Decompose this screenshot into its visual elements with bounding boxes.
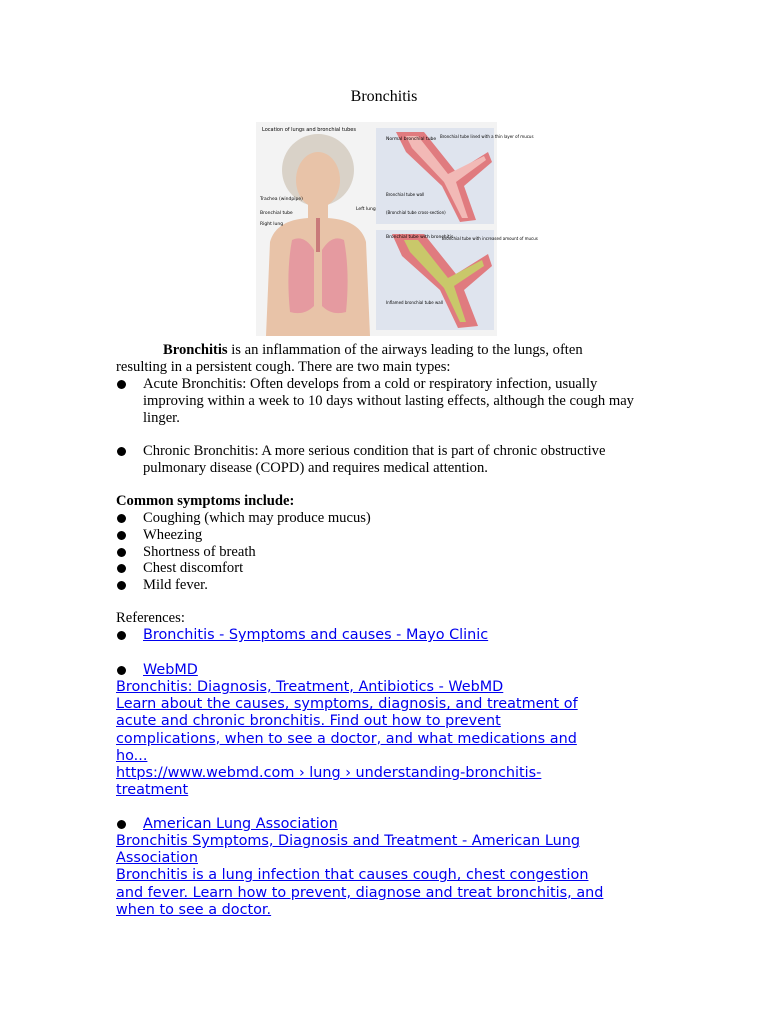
document-title: Bronchitis (350, 88, 418, 105)
symptom-text: Mild fever. (143, 577, 208, 593)
bronchitis-tube-panel (376, 230, 494, 330)
bullet-icon (117, 447, 126, 456)
bullet-icon (117, 820, 126, 829)
cross-section-label: (Bronchial tube cross-section) (386, 210, 446, 215)
symptom-list-item (116, 544, 646, 561)
bullet-icon (117, 631, 126, 640)
webmd-url-link[interactable]: treatment (116, 782, 189, 799)
reference-item-mayo (116, 627, 646, 644)
tube-wall-label: Bronchial tube wall (386, 192, 425, 197)
bullet-icon (117, 564, 126, 573)
bullet-icon (117, 531, 126, 540)
mayo-clinic-link[interactable]: Bronchitis - Symptoms and causes - Mayo Clinic (143, 627, 489, 643)
intro-paragraph (116, 342, 636, 376)
ala-snippet-line[interactable]: Bronchitis is a lung infection that causes cough, chest congestion (116, 867, 589, 884)
ala-details (116, 833, 656, 919)
symptom-text: Shortness of breath (143, 544, 256, 560)
webmd-link[interactable]: WebMD (143, 662, 198, 678)
symptom-list-item (116, 577, 646, 594)
normal-lined-label: Bronchial tube lined with a thin layer of mucus (440, 134, 534, 139)
webmd-snippet-line[interactable]: Learn about the causes, symptoms, diagnosis, and treatment of (116, 696, 578, 713)
ala-snippet-line[interactable]: when to see a doctor. (116, 901, 272, 918)
type-acute-text: Acute Bronchitis: Often develops from a cold or respiratory infection, usually improving within a week to 10 days without lasting effects, although the cough may linger. (143, 376, 634, 426)
webmd-title-link[interactable]: Bronchitis: Diagnosis, Treatment, Antibiotics - WebMD (116, 679, 504, 695)
trachea-label: Trachea (windpipe) (260, 197, 303, 202)
symptom-list-item (116, 510, 646, 527)
type-chronic-text: Chronic Bronchitis: A more serious condition that is part of chronic obstructive pulmonary disease (COPD) and requires medical attention. (143, 443, 606, 476)
panel-a-label: Location of lungs and bronchial tubes (262, 127, 356, 133)
bullet-icon (117, 380, 126, 389)
bronchial-tube-label: Bronchial tube (260, 211, 293, 216)
symptom-list-item (116, 560, 646, 577)
normal-tube-label: Normal bronchial tube (386, 137, 437, 142)
intro-text: is an inflammation of the airways leading to the lungs, often resulting in a persistent cough. There are two main types: (116, 342, 583, 375)
symptom-text: Wheezing (143, 527, 203, 543)
references-heading: References: (116, 610, 185, 626)
bullet-icon (117, 548, 126, 557)
reference-item-webmd (116, 662, 646, 679)
symptoms-heading (116, 493, 646, 510)
ala-title-link[interactable]: Bronchitis Symptoms, Diagnosis and Treatment - American Lung (116, 833, 580, 849)
bullet-icon (117, 514, 126, 523)
bullet-icon (117, 581, 126, 590)
type-list-item (116, 376, 646, 426)
ala-snippet-line[interactable]: and fever. Learn how to prevent, diagnose and treat bronchitis, and (116, 884, 604, 901)
symptoms-heading-text: Common symptoms include: (116, 493, 295, 509)
inflamed-wall-label: Inflamed bronchial tube wall (386, 300, 443, 305)
right-lung-label: Right lung (260, 222, 284, 227)
left-lung-label: Left lung (356, 207, 376, 212)
bullet-icon (117, 666, 126, 675)
type-list-item (116, 443, 646, 477)
increased-mucus-label: Bronchial tube with increased amount of mucus (442, 236, 538, 241)
reference-item-ala (116, 816, 646, 833)
intro-bold-term: Bronchitis (163, 342, 228, 358)
ala-title-link[interactable]: Association (116, 850, 198, 867)
bronchitis-illustration (256, 122, 538, 336)
webmd-snippet-line[interactable]: complications, when to see a doctor, and what medications and (116, 730, 577, 747)
symptom-text: Coughing (which may produce mucus) (143, 510, 371, 526)
symptom-list-item (116, 527, 646, 544)
bronchitis-tube-label: Bronchial tube with bronchitis (386, 235, 454, 240)
webmd-snippet-line[interactable]: acute and chronic bronchitis. Find out how to prevent (116, 713, 501, 730)
ala-link[interactable]: American Lung Association (143, 816, 338, 832)
symptom-text: Chest discomfort (143, 560, 244, 576)
webmd-url-link[interactable]: https://www.webmd.com › lung › understanding-bronchitis- (116, 765, 542, 782)
webmd-snippet-line[interactable]: ho... (116, 747, 148, 764)
webmd-details (116, 679, 656, 799)
